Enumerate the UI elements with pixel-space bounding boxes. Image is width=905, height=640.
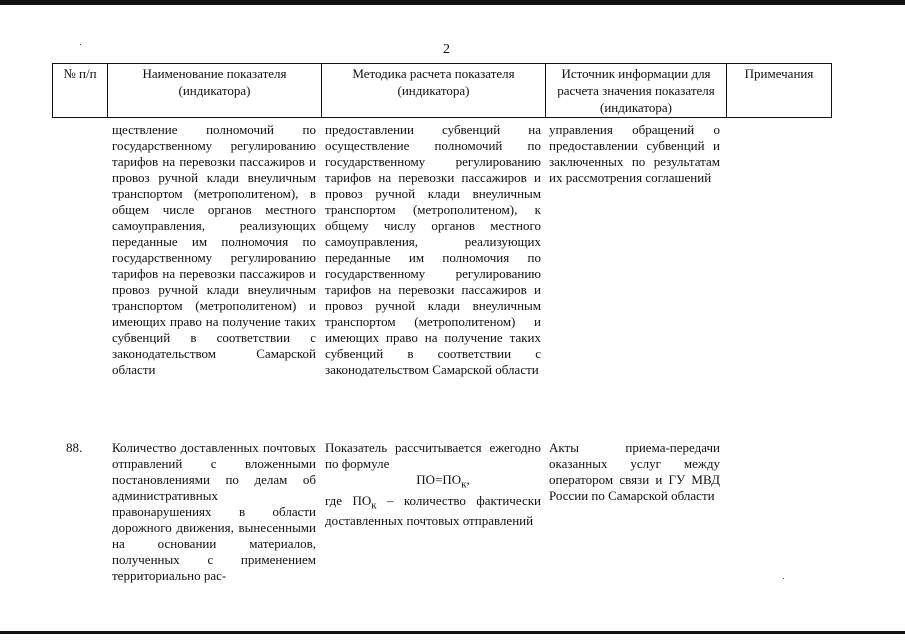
formula-lhs: ПО=ПО xyxy=(416,472,462,487)
method-intro: Показатель рассчитывается ежегодно по формуле xyxy=(325,440,541,471)
header-method: Методика расчета показателя (индикатора) xyxy=(322,64,546,118)
header-num: № п/п xyxy=(53,64,108,118)
top-border xyxy=(0,0,905,5)
scan-speck xyxy=(783,578,784,579)
header-name: Наименование показателя (индикатора) xyxy=(108,64,322,118)
table-header xyxy=(52,63,832,118)
row-88-method xyxy=(325,440,541,529)
continuation-name: ществление полномочий по государственному регулированию тарифов на перевозки пассажиров и провоз ручной клади внеуличным транспортом (метрополитеном), в общем числе органов местного самоуправления, реализующих переданные им полномочия по государственному регулированию тарифов на перевозки пассажиров и провоз ручной клади внеуличным транспортом (метрополитеном) и имеющих право на получение таких субвенций в соответствии с законодательством Самарской области xyxy=(112,122,316,377)
scan-speck xyxy=(80,44,81,45)
row-88-name: Количество доставленных почтовых отправлений с вложенными постановлениями по делам об административных правонарушениях в области дорожного движения, вынесенными на основании материалов, полученных с применением территориально рас- xyxy=(112,440,316,583)
row-88-source: Акты приема-передачи оказанных услуг между оператором связи и ГУ МВД России по Самарской области xyxy=(549,440,720,503)
continuation-source: управления обращений о предоставлении субвенций и заключенных по результатам их рассмотрения соглашений xyxy=(549,122,720,185)
formula-subscript: к xyxy=(461,478,467,491)
where-text: – количество фактически доставленных почтовых отправлений xyxy=(325,492,541,529)
continuation-method: предоставлении субвенций на осуществление полномочий по государственному регулированию тарифов на перевозки пассажиров и провоз ручной клади внеуличным транспортом (метрополитеном), к общему числу органов местного самоуправления, реализующих переданные им полномочия по государственному регулированию тарифов на перевозки пассажиров и провоз ручной клади внеуличным транспортом (метрополитеном) и имеющих право на получение таких субвенций в соответствии с законодательством Самарской области xyxy=(325,122,541,377)
formula-end: , xyxy=(466,472,470,487)
header-source: Источник информации для расчета значения показателя (индикатора) xyxy=(546,64,727,118)
where-subscript: к xyxy=(371,499,377,512)
page-number: 2 xyxy=(443,42,450,57)
where-prefix: где ПО xyxy=(325,492,372,508)
header-notes: Примечания xyxy=(727,64,832,118)
bottom-border xyxy=(0,631,905,634)
formula xyxy=(325,472,541,493)
row-88-number: 88. xyxy=(66,440,83,455)
